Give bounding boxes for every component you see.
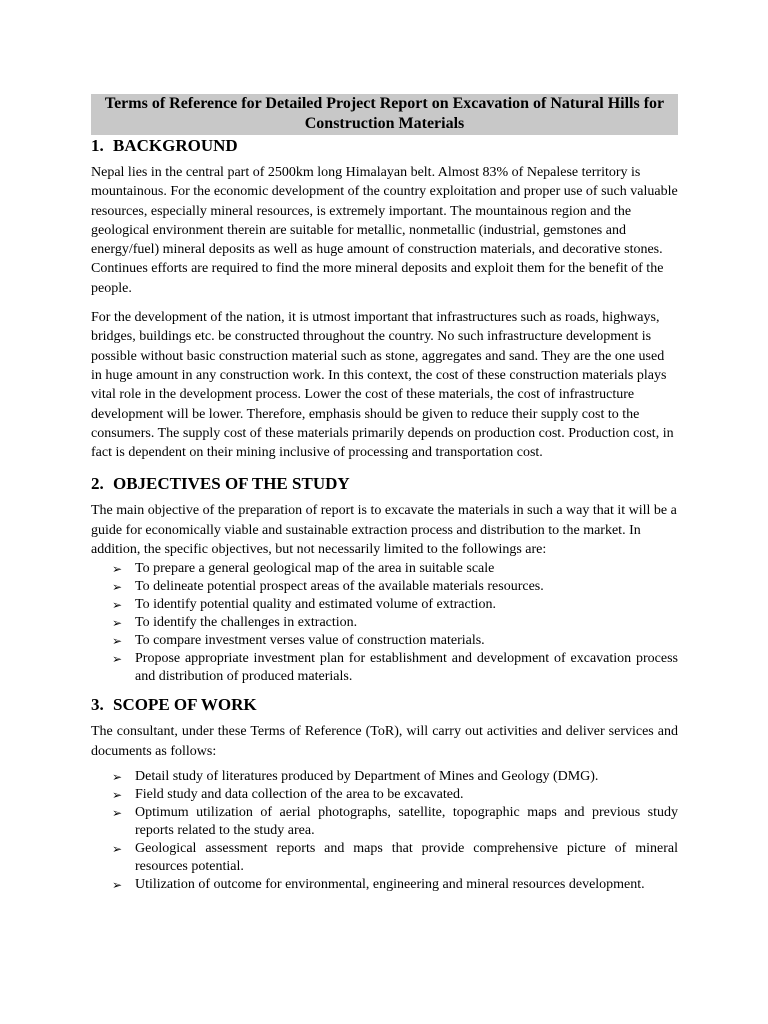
list-item: ➢ Propose appropriate investment plan for establishment and development of excavation process and distribution of produced materials. (112, 651, 678, 685)
objectives-list (91, 560, 678, 686)
arrow-bullet-icon: ➢ (112, 805, 123, 820)
list-item: ➢ To compare investment verses value of construction materials. (112, 633, 485, 649)
list-item: ➢ To delineate potential prospect areas of the available materials resources. (112, 579, 544, 595)
arrow-bullet-icon: ➢ (112, 841, 123, 856)
list-item: ➢ To identify the challenges in extraction. (112, 615, 358, 631)
section-number: 1. (91, 136, 104, 155)
list-item: ➢ Utilization of outcome for environmental, engineering and mineral resources development. (112, 876, 645, 892)
section-heading-objectives (91, 473, 678, 495)
section-number: 2. (91, 474, 104, 494)
list-item: ➢ Detail study of literatures produced by Department of Mines and Geology (DMG). (112, 768, 599, 784)
arrow-bullet-icon: ➢ (112, 580, 123, 595)
section-number: 3. (91, 695, 104, 715)
arrow-bullet-icon: ➢ (112, 652, 123, 667)
scope-intro: The consultant, under these Terms of Reference (ToR), will carry out activities and deliver services and documents as follows: (91, 724, 678, 759)
document-title: Terms of Reference for Detailed Project Report on Excavation of Natural Hills for Construction Materials (91, 94, 678, 135)
arrow-bullet-icon: ➢ (112, 616, 123, 631)
section-heading-scope (91, 694, 678, 716)
background-paragraph-2: For the development of the nation, it is utmost important that infrastructures such as roads, highways, bridges, buildings etc. be constructed throughout the country. No such infrastructure development is possible without basic construction material such as stone, aggregates and sand. They are the one used in huge amount in any construction work. In this context, the cost of these construction materials plays vital role in the development process. Lower the cost of these materials, the cost of infrastructure development will be lower. Therefore, emphasis should be given to reduce their supply cost to the consumers. The supply cost of these materials primarily depends on production cost. Production cost, in fact is dependent on their mining inclusive of processing and transportation cost. (91, 310, 674, 461)
scope-list (91, 768, 678, 894)
section-heading-background (91, 135, 678, 157)
arrow-bullet-icon: ➢ (112, 769, 123, 784)
arrow-bullet-icon: ➢ (112, 562, 123, 577)
objectives-intro: The main objective of the preparation of report is to excavate the materials in such a way that it will be a guide for economically viable and sustainable extraction process and distribution to the market. In addition, the specific objectives, but not necessarily limited to the followings are: (91, 503, 677, 558)
arrow-bullet-icon: ➢ (112, 787, 123, 802)
background-paragraph-1: Nepal lies in the central part of 2500km long Himalayan belt. Almost 83% of Nepalese territory is mountainous. For the economic development of the country exploitation and proper use of such valuable resources, especially mineral resources, is extremely important. The mountainous region and the geological environment therein are suitable for metallic, nonmetallic (industrial, gemstones and energy/fuel) mineral deposits as well as huge amount of construction materials, and decorative stones. Continues efforts are required to find the more mineral deposits and exploit them for the benefit of the people. (91, 165, 678, 296)
arrow-bullet-icon: ➢ (112, 598, 123, 613)
list-item: ➢ To identify potential quality and estimated volume of extraction. (112, 597, 496, 613)
document-body (91, 94, 678, 894)
list-item: ➢ Optimum utilization of aerial photographs, satellite, topographic maps and previous study reports related to the study area. (112, 804, 678, 838)
section-title: SCOPE OF WORK (113, 695, 257, 715)
section-title: BACKGROUND (113, 136, 238, 155)
list-item: ➢ Geological assessment reports and maps that provide comprehensive picture of mineral resources potential. (112, 840, 678, 874)
arrow-bullet-icon: ➢ (112, 634, 123, 649)
arrow-bullet-icon: ➢ (112, 877, 123, 892)
list-item: ➢ Field study and data collection of the area to be excavated. (112, 786, 464, 802)
list-item: ➢ To prepare a general geological map of the area in suitable scale (112, 561, 495, 577)
section-title: OBJECTIVES OF THE STUDY (113, 474, 350, 494)
